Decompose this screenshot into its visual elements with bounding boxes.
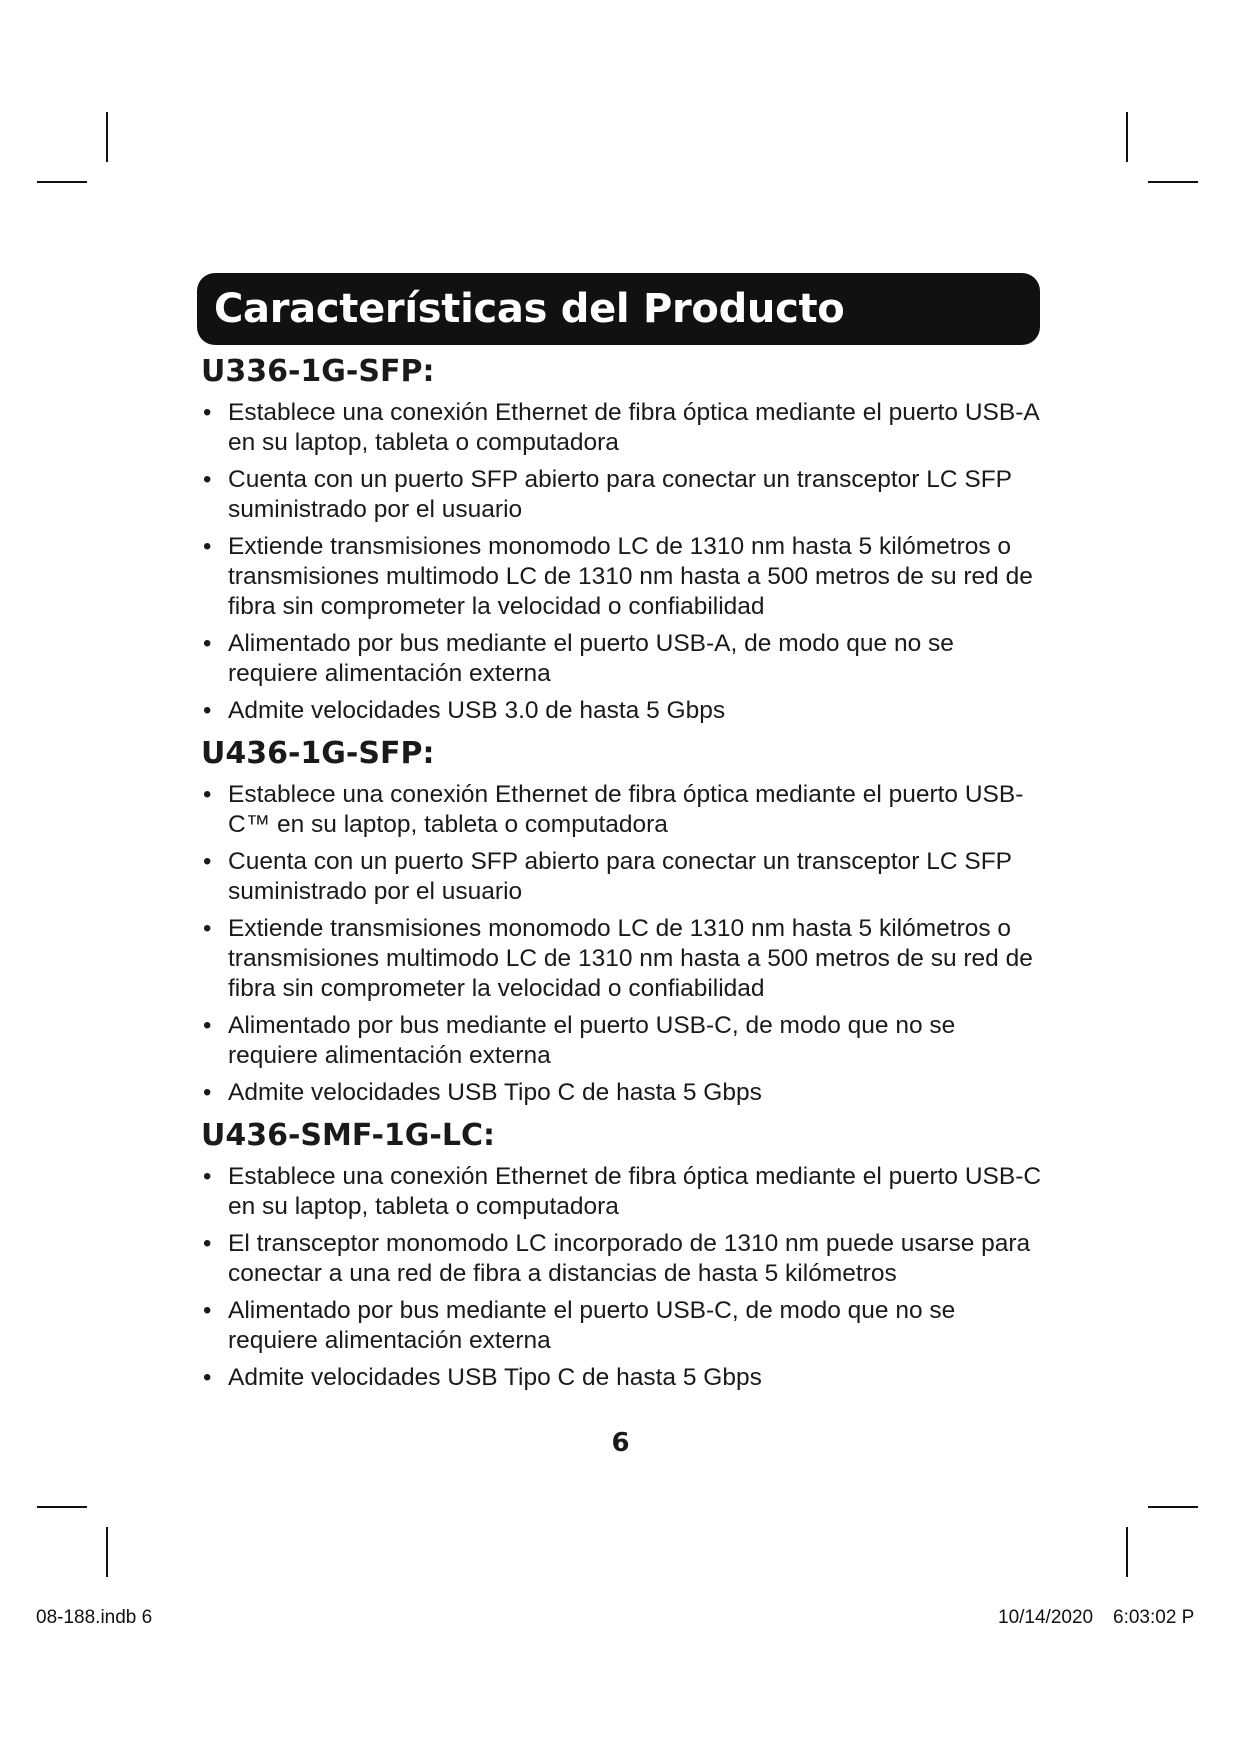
list-item: [200, 1011, 1050, 1071]
feature-text: Extiende transmisiones monomodo LC de 1310 nm hasta 5 kilómetros o transmisiones multimodo LC de 1310 nm hasta a 500 metros de su red de fibra sin comprometer la velocidad o confiabilidad: [228, 915, 1033, 1002]
feature-text: Cuenta con un puerto SFP abierto para conectar un transceptor LC SFP suministrado por el usuario: [228, 848, 1012, 905]
feature-text: Admite velocidades USB 3.0 de hasta 5 Gbps: [228, 697, 726, 724]
model-heading: U436-SMF-1G-LC:: [201, 1118, 495, 1153]
crop-mark: [106, 112, 108, 162]
product-section: [200, 1116, 1050, 1393]
bullet-icon: •: [203, 1230, 212, 1257]
crop-mark: [106, 1527, 108, 1577]
crop-mark: [1126, 1527, 1128, 1577]
feature-text: Alimentado por bus mediante el puerto USB-C, de modo que no se requiere alimentación externa: [228, 1012, 956, 1069]
bullet-icon: •: [203, 697, 212, 724]
bullet-icon: •: [203, 630, 212, 657]
page-number: 6: [611, 1428, 630, 1458]
list-item: [200, 629, 1050, 689]
feature-text: Establece una conexión Ethernet de fibra óptica mediante el puerto USB-A en su laptop, tableta o computadora: [228, 399, 1039, 456]
crop-mark: [1148, 181, 1198, 183]
list-item: [200, 1229, 1050, 1289]
crop-mark: [1126, 112, 1128, 162]
bullet-icon: •: [203, 533, 212, 560]
bullet-icon: •: [203, 1012, 212, 1039]
bullet-icon: •: [203, 1297, 212, 1324]
crop-mark: [37, 1506, 87, 1508]
list-item: [200, 1296, 1050, 1356]
page-title: Características del Producto: [214, 286, 845, 332]
model-heading: U336-1G-SFP:: [201, 354, 435, 389]
bullet-icon: •: [203, 915, 212, 942]
bullet-icon: •: [203, 1364, 212, 1391]
bullet-icon: •: [203, 1163, 212, 1190]
list-item: [200, 847, 1050, 907]
feature-text: Admite velocidades USB Tipo C de hasta 5 Gbps: [228, 1364, 762, 1391]
list-item: [200, 1078, 1050, 1108]
feature-text: Alimentado por bus mediante el puerto USB-C, de modo que no se requiere alimentación externa: [228, 1297, 956, 1354]
feature-text: Cuenta con un puerto SFP abierto para conectar un transceptor LC SFP suministrado por el usuario: [228, 466, 1012, 523]
list-item: [200, 1363, 1050, 1393]
feature-text: Admite velocidades USB Tipo C de hasta 5 Gbps: [228, 1079, 762, 1106]
product-section: [200, 734, 1050, 1108]
crop-mark: [37, 181, 87, 183]
list-item: [200, 780, 1050, 840]
list-item: [200, 914, 1050, 1004]
feature-text: Establece una conexión Ethernet de fibra óptica mediante el puerto USB-C™ en su laptop, tableta o computadora: [228, 781, 1024, 838]
crop-mark: [1148, 1506, 1198, 1508]
list-item: [200, 465, 1050, 525]
model-heading: U436-1G-SFP:: [201, 736, 435, 771]
list-item: [200, 398, 1050, 458]
list-item: [200, 1162, 1050, 1222]
feature-list: [200, 398, 1050, 726]
bullet-icon: •: [203, 466, 212, 493]
bullet-icon: •: [203, 848, 212, 875]
features-content: [200, 352, 1050, 1401]
feature-text: Establece una conexión Ethernet de fibra óptica mediante el puerto USB-C en su laptop, tableta o computadora: [228, 1163, 1042, 1220]
feature-text: El transceptor monomodo LC incorporado de 1310 nm puede usarse para conectar a una red de fibra a distancias de hasta 5 kilómetros: [228, 1230, 1031, 1287]
list-item: [200, 696, 1050, 726]
feature-list: [200, 780, 1050, 1108]
footer-file: 08-188.indb 6: [36, 1607, 153, 1628]
footer-date: 10/14/2020: [998, 1607, 1094, 1628]
feature-text: Extiende transmisiones monomodo LC de 1310 nm hasta 5 kilómetros o transmisiones multimodo LC de 1310 nm hasta a 500 metros de su red de fibra sin comprometer la velocidad o confiabilidad: [228, 533, 1033, 620]
header-banner: [197, 273, 1040, 345]
bullet-icon: •: [203, 1079, 212, 1106]
feature-text: Alimentado por bus mediante el puerto USB-A, de modo que no se requiere alimentación externa: [228, 630, 954, 687]
footer-time: 6:03:02 P: [1113, 1607, 1195, 1628]
product-section: [200, 352, 1050, 726]
bullet-icon: •: [203, 781, 212, 808]
feature-list: [200, 1162, 1050, 1393]
bullet-icon: •: [203, 399, 212, 426]
list-item: [200, 532, 1050, 622]
